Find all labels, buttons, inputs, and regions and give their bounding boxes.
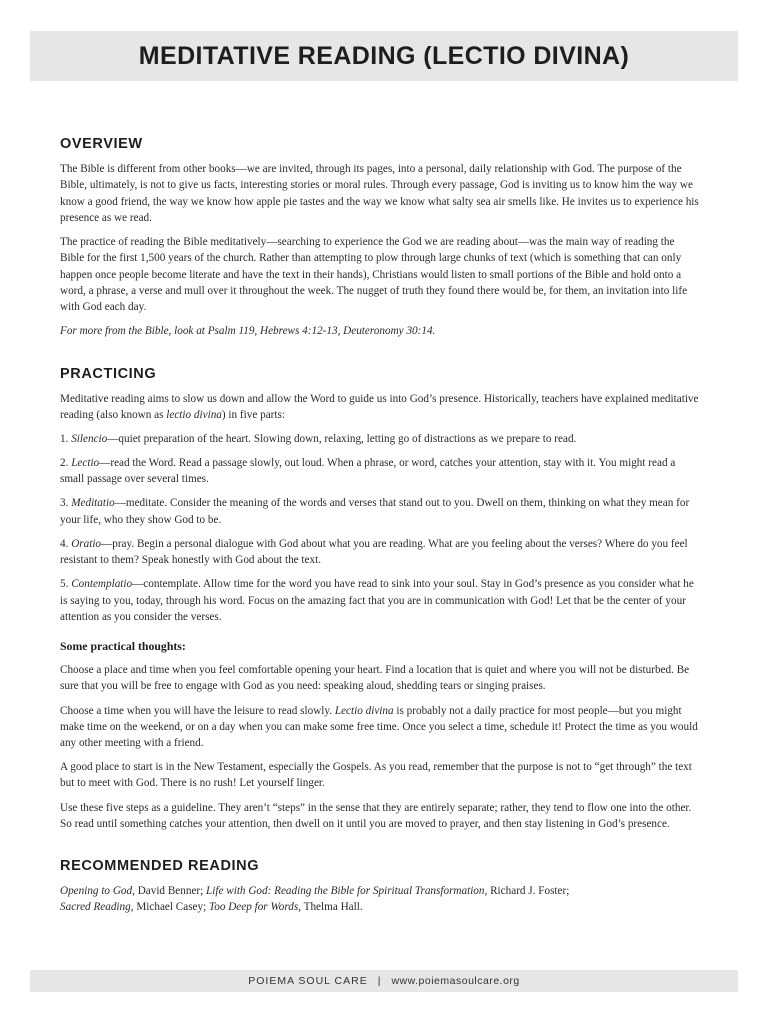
- thought-paragraph-1: Choose a place and time when you feel comfortable opening your heart. Find a location that is quiet and where you will not be disturbed. Be sure that you will be free to engage with God as you need: speaking aloud, shedding tears or singing praises.: [60, 664, 690, 693]
- book-author: Thelma Hall.: [301, 901, 363, 914]
- step-number: 4.: [60, 537, 72, 550]
- step-silencio: [60, 431, 700, 447]
- recommended-reading-heading: RECOMMENDED READING: [60, 858, 260, 875]
- step-text: —pray. Begin a personal dialogue with God about what you are reading. What are you feeling about the verses? Where do you feel resistant to them? Speak honestly with God about the text.: [60, 537, 688, 567]
- step-lectio: [60, 455, 700, 488]
- thought-paragraph-3: A good place to start is in the New Testament, especially the Gospels. As you read, remember that the purpose is not to “get through” the text but to meet with God. There is no rush! Let yourself linger.: [60, 761, 692, 790]
- book-author: Richard J. Foster;: [487, 885, 570, 898]
- thought-2-text-a: Choose a time when you will have the leisure to read slowly.: [60, 704, 335, 717]
- step-oratio: [60, 536, 700, 569]
- step-number: 3.: [60, 497, 72, 510]
- scripture-references-text: For more from the Bible, look at Psalm 119, Hebrews 4:12-13, Deuteronomy 30:14.: [60, 325, 436, 338]
- step-text: —contemplate. Allow time for the word you have read to sink into your soul. Stay in God’s presence as you consider what he is saying to you, today, through his word. Focus on the amazing fact that you are in communication with God! Let that be the center of your attention as you consider the verses.: [60, 578, 694, 623]
- thought-paragraph-4: Use these five steps as a guideline. They aren’t “steps” in the sense that they are entirely separate; rather, they tend to flow one into the other. So read until something catches your attention, then dwell on it until you are moved to prayer, and then stay listening in God’s presence.: [60, 801, 692, 830]
- thought-paragraph-2: [60, 703, 700, 752]
- book-title: Sacred Reading,: [60, 901, 134, 914]
- practicing-intro: [60, 391, 700, 424]
- step-text: —meditate. Consider the meaning of the words and verses that stand out to you. Dwell on them, thinking on what they mean for your life, who they show God to be.: [60, 497, 690, 526]
- step-text: —read the Word. Read a passage slowly, out loud. When a phrase, or word, catches your attention, stay with it. You might read a small passage over several times.: [60, 457, 676, 486]
- step-meditatio: [60, 495, 700, 528]
- step-number: 1.: [60, 432, 72, 445]
- overview-heading: OVERVIEW: [60, 136, 143, 152]
- step-term: Oratio: [71, 537, 102, 550]
- footer-separator: |: [377, 975, 382, 987]
- main-content: [60, 136, 700, 924]
- footer-banner: [30, 970, 738, 992]
- footer-organization: POIEMA SOUL CARE: [248, 975, 368, 987]
- page-title: MEDITATIVE READING (LECTIO DIVINA): [138, 41, 630, 70]
- scripture-references: [60, 323, 700, 339]
- book-title: Too Deep for Words,: [209, 901, 302, 914]
- book-title: Opening to God,: [60, 885, 135, 898]
- thought-2-text-b: is probably not a daily practice for most people—but you might make time on the weekend, or on a day when you can make some free time. Once you select a time, schedule it! Protect the time as you would any other meeting with a friend.: [60, 704, 698, 750]
- practical-thoughts-heading: Some practical thoughts:: [60, 639, 186, 654]
- step-term: Lectio: [71, 457, 100, 470]
- book-author: Michael Casey;: [133, 901, 210, 914]
- book-title: Life with God: Reading the Bible for Spiritual Transformation,: [206, 885, 488, 898]
- step-contemplatio: [60, 576, 700, 625]
- step-term: Contemplatio: [71, 578, 133, 591]
- intro-term: lectio divina: [166, 408, 222, 421]
- overview-paragraph-1: The Bible is different from other books—we are invited, through its pages, into a personal, daily relationship with God. The purpose of the Bible, ultimately, is not to give us facts, interesting stories or moral rules. Through every passage, God is inviting us to know him the way we know a good friend, the way we know how apple pie tastes and the way we know what salty sea air smells like. He invites us to experience his presence as we read.: [60, 163, 699, 224]
- practicing-heading: PRACTICING: [60, 365, 157, 382]
- step-text: —quiet preparation of the heart. Slowing down, relaxing, letting go of distractions as we prepare to read.: [107, 432, 577, 445]
- step-term: Meditatio: [71, 497, 115, 510]
- book-author: David Benner;: [134, 885, 207, 898]
- thought-2-term: Lectio divina: [334, 704, 394, 717]
- step-term: Silencio: [71, 432, 108, 445]
- intro-text-b: ) in five parts:: [221, 408, 285, 421]
- title-banner: [30, 31, 738, 81]
- step-number: 5.: [60, 578, 72, 591]
- overview-paragraph-2: The practice of reading the Bible meditatively—searching to experience the God we are reading about—was the main way of reading the Bible for the first 1,500 years of the church. Rather than attempting to plow through large chunks of text (which is something that can only happen once people become literate and have the text in their hands), Christians would listen to small portions of the Bible and hold onto a word, a phrase, a verse and mull over it throughout the week. The nugget of truth they found there would be, for them, an invitation into life with God each day.: [60, 235, 688, 314]
- recommended-reading-list: [60, 883, 700, 916]
- footer-website-link[interactable]: www.poiemasoulcare.org: [391, 975, 520, 987]
- step-number: 2.: [60, 457, 72, 470]
- intro-text-a: Meditative reading aims to slow us down and allow the Word to guide us into God’s presence. Historically, teachers have explained meditative reading (also known as: [60, 392, 699, 421]
